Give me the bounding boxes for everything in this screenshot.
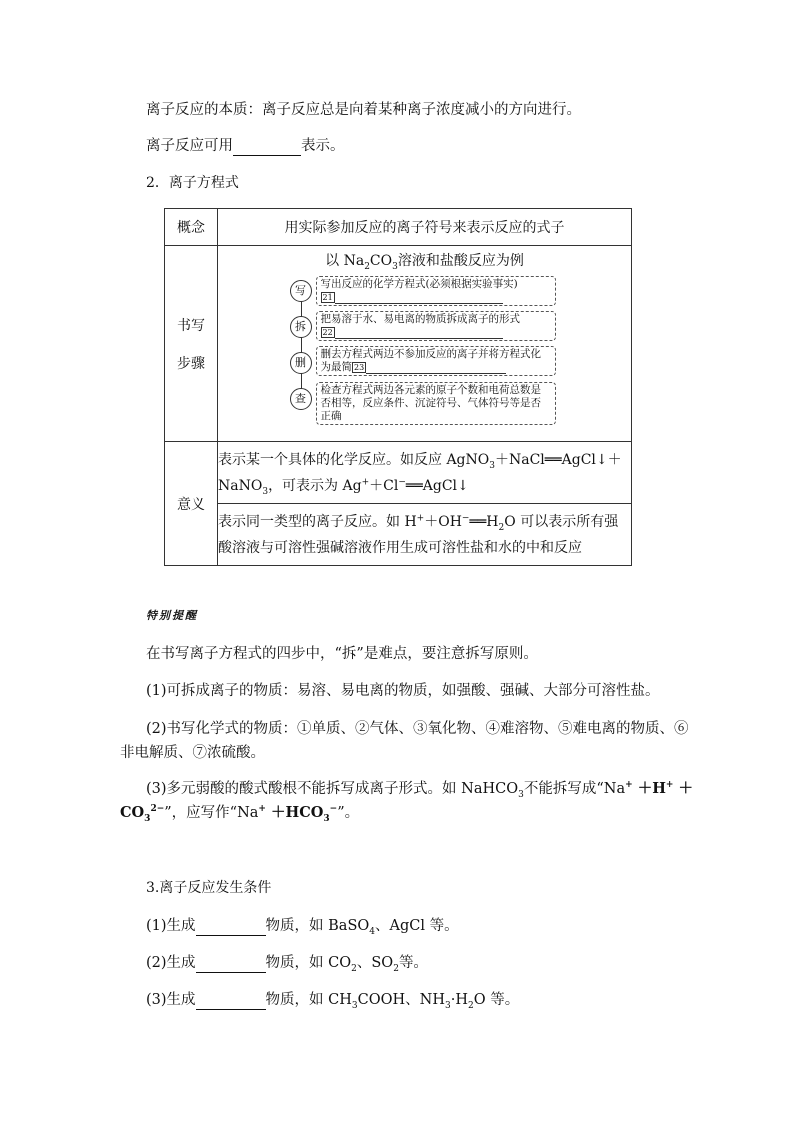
tip-3-e: CO bbox=[120, 804, 145, 821]
steps-heading-c: 溶液和盐酸反应为例 bbox=[397, 253, 524, 269]
meaning-text-2 bbox=[218, 504, 632, 566]
condition-3 bbox=[146, 990, 519, 1010]
meaning-1-sup-d: + bbox=[361, 476, 370, 487]
condition-2 bbox=[146, 953, 428, 973]
meaning-2-sup-a: + bbox=[416, 512, 425, 523]
meaning-2-c: ══H bbox=[469, 513, 499, 530]
meaning-2-b: ＋OH bbox=[424, 513, 462, 530]
section-2-title: 2．离子方程式 bbox=[146, 175, 239, 191]
flow-connector-line bbox=[301, 288, 302, 398]
tip-item-1: (1)可拆成离子的物质：易溶、易电离的物质，如强酸、强碱、大部分可溶性盐。 bbox=[146, 683, 660, 699]
tip-3-c: ＋H bbox=[632, 780, 666, 797]
steps-heading-sub2: 3 bbox=[392, 261, 398, 272]
step-write-number: 21 bbox=[322, 293, 333, 302]
step-split-box bbox=[316, 311, 556, 341]
tip-3-f: ”，应写作“Na bbox=[164, 805, 259, 821]
step-write-blank[interactable] bbox=[335, 293, 503, 304]
tip-3-h: ”。 bbox=[337, 805, 360, 821]
step-delete-text bbox=[321, 348, 551, 374]
step-delete-box bbox=[316, 346, 556, 376]
steps-row bbox=[165, 246, 632, 442]
cond-3-sub-b: 3 bbox=[445, 1000, 451, 1011]
tip-3-sup-g: − bbox=[329, 804, 338, 815]
step-delete-number: 23 bbox=[354, 363, 365, 372]
meaning-2-sub-c: 2 bbox=[498, 522, 505, 533]
steps-content bbox=[218, 246, 632, 442]
tip-3-sub-g: 3 bbox=[323, 813, 330, 824]
meaning-2-a: 表示同一类型的离子反应。如 H bbox=[218, 513, 417, 530]
steps-heading-a: 以 Na bbox=[325, 253, 365, 269]
step-split-blank[interactable] bbox=[335, 328, 503, 339]
tip-3-sub-e: 3 bbox=[144, 813, 151, 824]
condition-3-blank[interactable] bbox=[196, 993, 266, 1010]
cond-2-sub-b: 2 bbox=[393, 963, 399, 974]
tip-3-sup-b: + bbox=[625, 780, 633, 791]
step-write-box bbox=[316, 276, 556, 306]
tip-item-3-line-1 bbox=[146, 779, 693, 799]
steps-label-line-1: 书写 bbox=[177, 317, 205, 334]
step-write-text: 写出反应的化学方程式(必须根据实验事实) bbox=[320, 278, 518, 290]
cond-2-b: 物质，如 CO bbox=[265, 955, 352, 971]
cond-1-a: (1)生成 bbox=[146, 918, 196, 934]
tip-3-sup-f: + bbox=[258, 804, 266, 815]
cond-2-c: 、SO bbox=[356, 955, 394, 971]
steps-heading-sub: 2 bbox=[364, 261, 370, 272]
meaning-1-a: 表示某一个具体的化学反应。如反应 AgNO bbox=[218, 451, 490, 468]
tip-3-d: ＋ bbox=[673, 780, 693, 797]
tip-3-a: (3)多元弱酸的酸式酸根不能拆写成离子形式。如 NaHCO bbox=[146, 781, 519, 797]
condition-1 bbox=[146, 916, 459, 936]
cond-2-sub-a: 2 bbox=[351, 963, 357, 974]
concept-row bbox=[165, 209, 632, 246]
cond-3-sub-c: 2 bbox=[468, 1000, 474, 1011]
cond-2-d: 等。 bbox=[398, 955, 428, 971]
tip-item-2-line-2: 非电解质、⑦浓硫酸。 bbox=[120, 745, 265, 761]
meaning-2-d: O 可以表示所有强 bbox=[504, 513, 619, 530]
represent-blank[interactable] bbox=[233, 139, 301, 156]
condition-2-blank[interactable] bbox=[196, 956, 266, 973]
step-split-circle: 拆 bbox=[290, 316, 312, 338]
meaning-2-e: 酸溶液与可溶性强碱溶液作用生成可溶性盐和水的中和反应 bbox=[218, 539, 582, 556]
essence-paragraph: 离子反应的本质：离子反应总是向着某种离子浓度减小的方向进行。 bbox=[146, 102, 581, 118]
step-write-circle: 写 bbox=[290, 280, 312, 302]
tip-item-3-line-2 bbox=[120, 803, 359, 823]
meaning-1-sub-a: 3 bbox=[489, 460, 495, 471]
tip-3-sup-e: 2− bbox=[150, 804, 165, 815]
step-write-answer bbox=[321, 291, 551, 304]
represent-text-b: 表示。 bbox=[301, 138, 345, 154]
meaning-1-d: ，可表示为 Ag bbox=[268, 477, 362, 494]
condition-1-blank[interactable] bbox=[196, 919, 266, 936]
meaning-1-e: ＋Cl bbox=[369, 477, 399, 494]
tip-3-sub-a: 3 bbox=[518, 789, 524, 800]
meaning-row-1 bbox=[165, 442, 632, 504]
ionic-equation-table bbox=[164, 208, 632, 566]
step-check-circle: 查 bbox=[290, 388, 312, 410]
cond-3-a: (3)生成 bbox=[146, 992, 196, 1008]
meaning-text-1 bbox=[218, 442, 632, 504]
meaning-1-c: NaNO bbox=[218, 477, 263, 494]
represent-text-a: 离子反应可用 bbox=[146, 138, 233, 154]
cond-2-a: (2)生成 bbox=[146, 955, 196, 971]
meaning-1-b: ＋NaCl══AgCl↓＋ bbox=[494, 451, 622, 468]
step-split-answer bbox=[321, 326, 551, 339]
steps-label bbox=[165, 246, 218, 442]
tip-3-b: 不能拆写成“Na bbox=[523, 781, 626, 797]
meaning-row-2 bbox=[165, 504, 632, 566]
cond-1-c: 、AgCl 等。 bbox=[375, 918, 459, 934]
step-split-number: 22 bbox=[322, 328, 333, 337]
cond-3-d: ·H bbox=[450, 992, 468, 1008]
tip-3-g: ＋HCO bbox=[265, 804, 324, 821]
meaning-label: 意义 bbox=[165, 442, 218, 566]
cond-3-b: 物质，如 CH bbox=[265, 992, 352, 1008]
step-delete-blank[interactable] bbox=[366, 363, 506, 374]
steps-flowchart bbox=[290, 276, 560, 422]
cond-3-sub-a: 3 bbox=[351, 1000, 358, 1011]
tip-intro: 在书写离子方程式的四步中，“拆”是难点，要注意拆写原则。 bbox=[146, 646, 538, 662]
step-delete-label: 删去方程式两边不参加反应的离子并将方程式化为最简 bbox=[320, 348, 541, 373]
step-split-text: 把易溶于水、易电离的物质拆成离子的形式 bbox=[320, 313, 520, 325]
steps-heading-b: CO bbox=[369, 253, 393, 269]
step-check-box bbox=[316, 382, 556, 425]
concept-label: 概念 bbox=[165, 209, 218, 246]
section-3-title: 3.离子反应发生条件 bbox=[146, 880, 272, 896]
cond-1-sub: 4 bbox=[369, 926, 376, 937]
meaning-2-sup-b: − bbox=[461, 512, 470, 523]
cond-1-b: 物质，如 BaSO bbox=[265, 918, 370, 934]
step-delete-circle: 删 bbox=[290, 352, 312, 374]
meaning-1-f: ══AgCl↓ bbox=[405, 477, 469, 494]
tip-item-2-line-1: (2)书写化学式的物质：①单质、②气体、③氧化物、④难溶物、⑤难电离的物质、⑥ bbox=[146, 721, 689, 737]
meaning-1-sub-c: 3 bbox=[262, 486, 269, 497]
represent-paragraph bbox=[146, 136, 345, 156]
tip-3-sup-c: + bbox=[665, 780, 674, 791]
meaning-1-sup-e: − bbox=[398, 476, 406, 487]
cond-3-e: O 等。 bbox=[473, 992, 520, 1008]
concept-text: 用实际参加反应的离子符号来表示反应的式子 bbox=[218, 209, 632, 246]
steps-label-line-2: 步骤 bbox=[177, 355, 205, 372]
cond-3-c: COOH、NH bbox=[357, 992, 445, 1008]
step-check-text: 检查方程式两边各元素的原子个数和电荷总数是否相等，反应条件、沉淀符号、气体符号等是否正确 bbox=[320, 384, 541, 422]
tip-title: 特别提醒 bbox=[146, 609, 198, 622]
steps-heading bbox=[218, 250, 631, 270]
